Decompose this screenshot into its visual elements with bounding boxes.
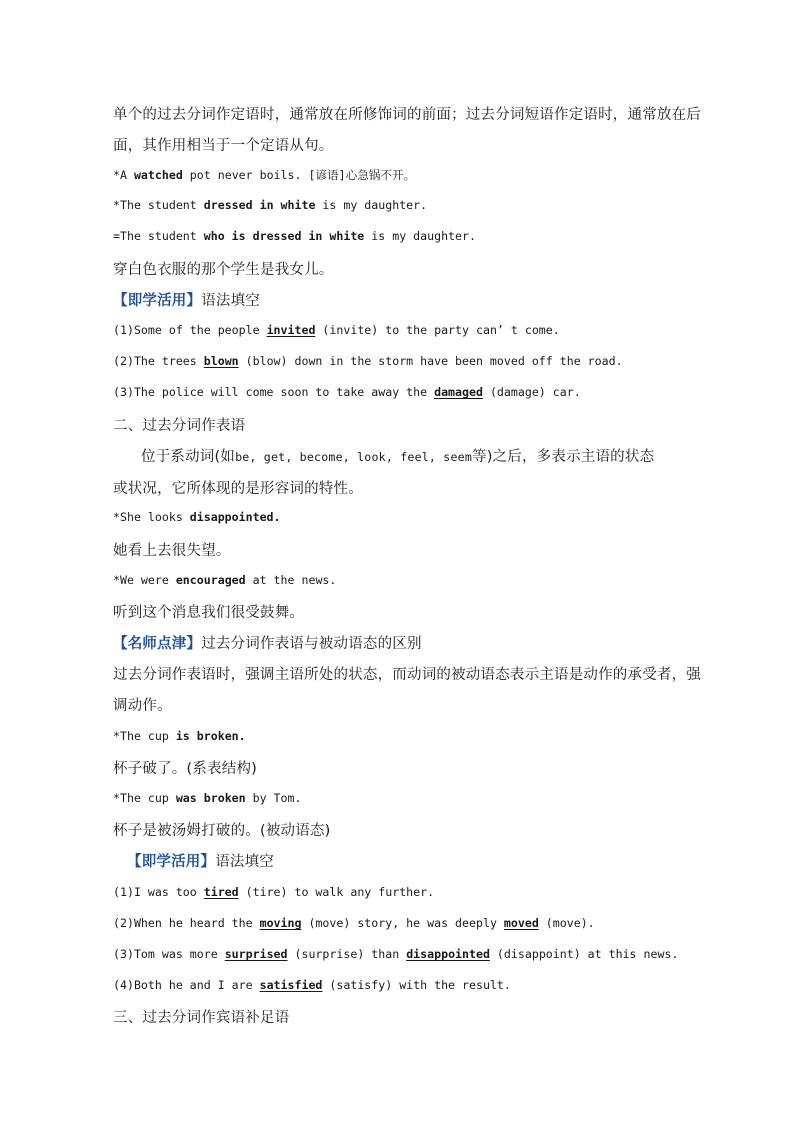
example-sentence xyxy=(113,198,427,212)
exercise-text: (1)Some of the people xyxy=(113,323,267,337)
exercise-item xyxy=(113,354,623,368)
example-sentence xyxy=(113,729,246,743)
example-text: *She looks xyxy=(113,510,190,524)
example-keyword: was broken xyxy=(175,791,246,805)
example-translation: 听到这个消息我们很受鼓舞。 xyxy=(113,605,305,621)
practice-heading xyxy=(113,289,260,310)
exercise-text: (3)Tom was more xyxy=(113,947,225,961)
example-keyword: is broken. xyxy=(175,729,246,743)
tip-text: 调动作。 xyxy=(113,698,172,714)
example-text: pot never boils. [谚语]心急锅不开。 xyxy=(182,168,416,182)
practice-tag: 【即学活用】 xyxy=(127,854,216,870)
section-heading: 二、过去分词作表语 xyxy=(113,418,246,434)
example-translation: 杯子破了。(系表结构) xyxy=(113,761,258,777)
exercise-text: (3)The police will come soon to take away the xyxy=(113,385,435,399)
example-keyword: disappointed. xyxy=(189,510,281,524)
example-text: *A xyxy=(113,168,134,182)
example-text: *The student xyxy=(113,198,204,212)
exercise-text: (satisfy) with the result. xyxy=(322,978,511,992)
exercise-text: (invite) to the party can’ t come. xyxy=(315,323,560,337)
example-text: *The cup xyxy=(113,729,176,743)
tip-text: 过去分词作表语时，强调主语所处的状态，而动词的被动语态表示主语是动作的承受者，强 xyxy=(113,667,701,683)
description-text: 位于系动词(如 xyxy=(141,449,236,465)
exercise-answer: blown xyxy=(203,354,239,368)
example-text: *The cup xyxy=(113,791,176,805)
exercise-answer: moving xyxy=(259,916,302,930)
tip-heading xyxy=(113,632,422,653)
practice-heading xyxy=(127,850,274,871)
example-sentence xyxy=(113,791,301,805)
exercise-answer: moved xyxy=(503,916,539,930)
exercise-text: (disappoint) at this news. xyxy=(489,947,679,961)
exercise-item xyxy=(113,323,560,337)
example-keyword: dressed in white xyxy=(203,198,316,212)
example-text: at the news. xyxy=(245,573,337,587)
example-sentence xyxy=(113,167,415,183)
section-heading: 三、过去分词作宾语补足语 xyxy=(113,1010,290,1026)
exercise-text: (move) story, he was deeply xyxy=(301,916,504,930)
exercise-answer: invited xyxy=(266,323,316,337)
intro-line-2: 面，其作用相当于一个定语从句。 xyxy=(113,138,334,154)
example-keyword: watched xyxy=(133,168,183,182)
tip-title: 过去分词作表语与被动语态的区别 xyxy=(201,636,422,652)
practice-title: 语法填空 xyxy=(215,854,275,870)
exercise-text: (tire) to walk any further. xyxy=(238,885,435,899)
section-description xyxy=(141,445,654,466)
linking-verbs: be, get, become, look, feel, seem xyxy=(235,450,473,464)
example-text: is my daughter. xyxy=(364,229,476,243)
example-translation: 穿白色衣服的那个学生是我女儿。 xyxy=(113,262,334,278)
exercise-text: (move). xyxy=(538,916,595,930)
example-sentence xyxy=(113,510,281,524)
exercise-answer: surprised xyxy=(224,947,288,961)
example-text: *We were xyxy=(113,573,176,587)
exercise-text: (1)I was too xyxy=(113,885,204,899)
practice-title: 语法填空 xyxy=(201,293,261,309)
exercise-item xyxy=(113,947,678,961)
example-translation: 她看上去很失望。 xyxy=(113,543,231,559)
practice-tag: 【即学活用】 xyxy=(113,293,202,309)
description-text: 等)之后，多表示主语的状态 xyxy=(472,449,655,465)
exercise-item xyxy=(113,978,511,992)
exercise-item xyxy=(113,916,595,930)
exercise-answer: satisfied xyxy=(259,978,323,992)
exercise-answer: disappointed xyxy=(406,947,490,961)
section-description: 或状况，它所体现的是形容词的特性。 xyxy=(113,481,363,497)
exercise-text: (damage) car. xyxy=(482,385,581,399)
example-keyword: who is dressed in white xyxy=(203,229,365,243)
tip-tag: 【名师点津】 xyxy=(113,636,202,652)
intro-line-1: 单个的过去分词作定语时，通常放在所修饰词的前面；过去分词短语作定语时，通常放在后 xyxy=(113,107,701,123)
exercise-item xyxy=(113,885,434,899)
example-sentence xyxy=(113,573,336,587)
exercise-text: (surprise) than xyxy=(287,947,407,961)
exercise-answer: tired xyxy=(203,885,239,899)
exercise-item xyxy=(113,385,581,399)
exercise-answer: damaged xyxy=(434,385,483,399)
example-keyword: encouraged xyxy=(175,573,246,587)
example-translation: 杯子是被汤姆打破的。(被动语态) xyxy=(113,823,331,839)
example-sentence xyxy=(113,229,476,243)
exercise-text: (2)When he heard the xyxy=(113,916,260,930)
exercise-text: (2)The trees xyxy=(113,354,204,368)
exercise-text: (4)Both he and I are xyxy=(113,978,260,992)
example-text: by Tom. xyxy=(245,791,302,805)
example-text: is my daughter. xyxy=(315,198,428,212)
example-text: =The student xyxy=(113,229,204,243)
exercise-text: (blow) down in the storm have been moved off the road. xyxy=(238,354,623,368)
